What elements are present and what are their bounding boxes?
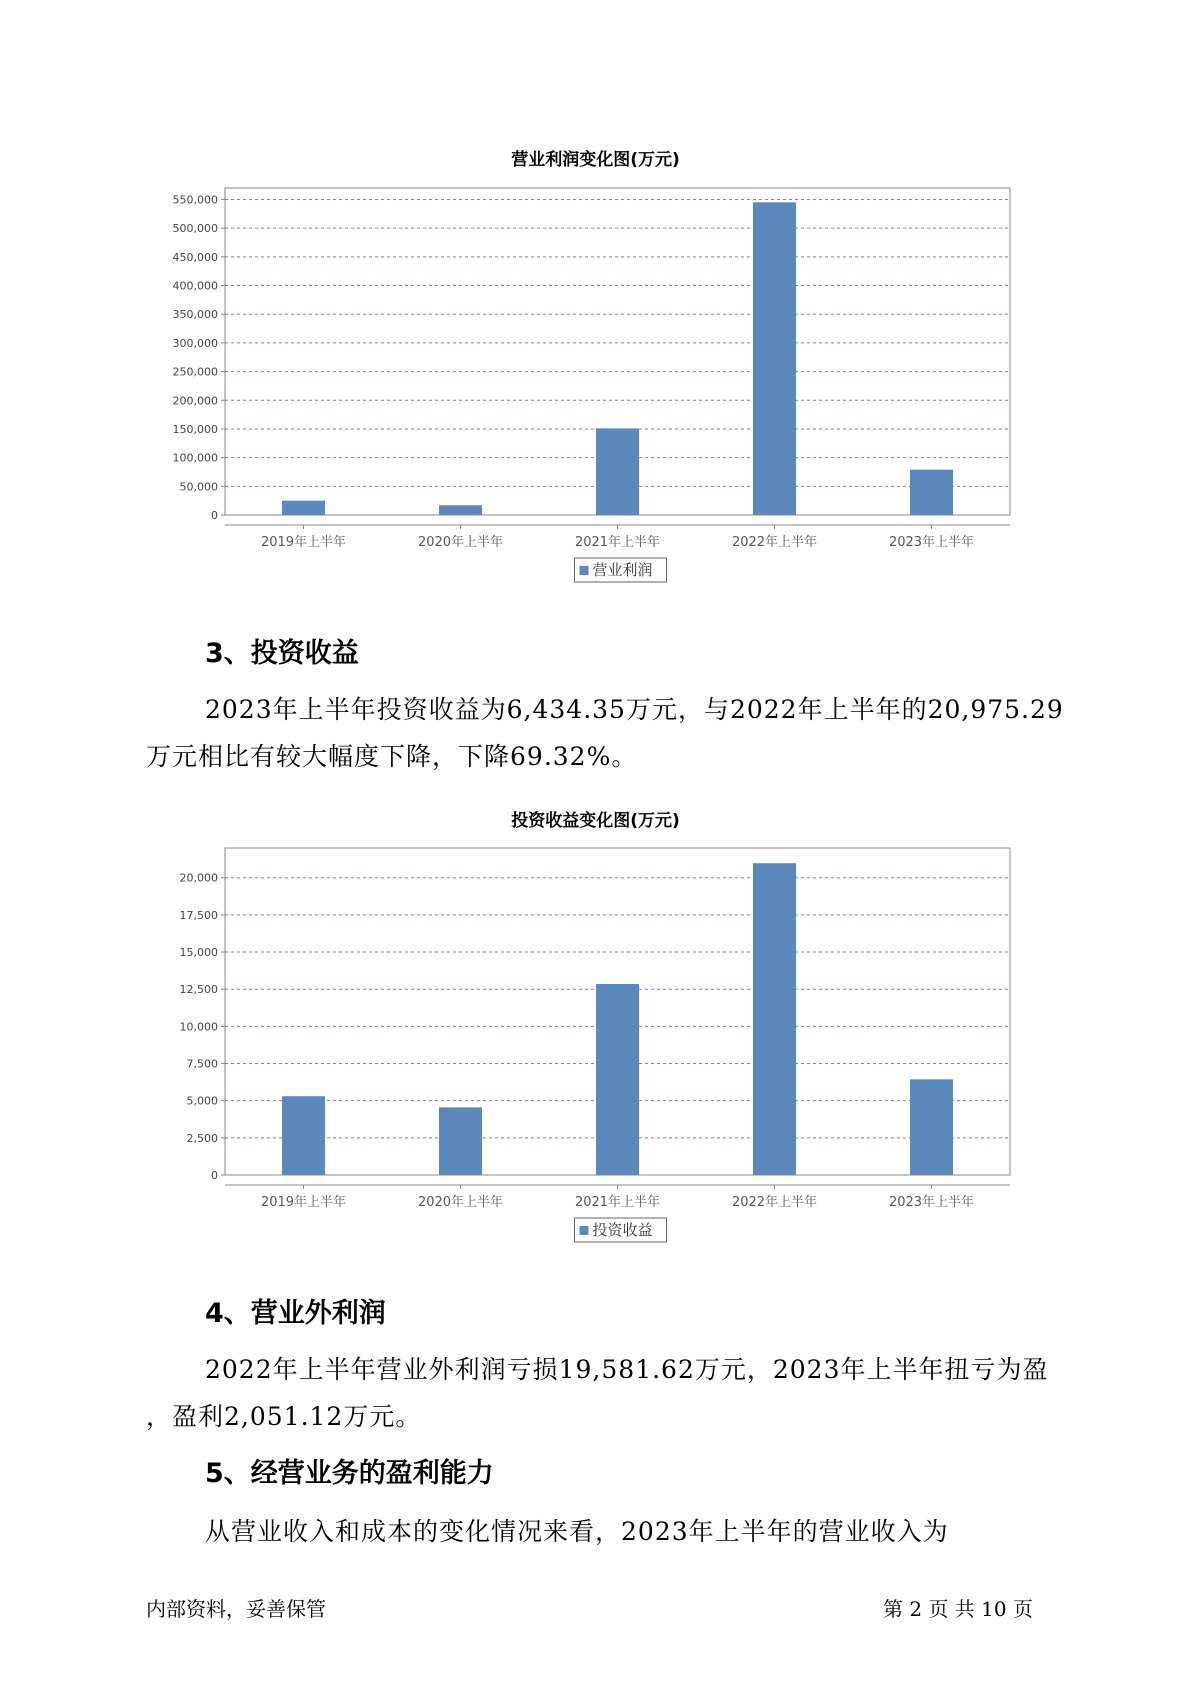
y-tick-label: 20,000 <box>179 871 218 885</box>
x-tick-label: 2022年上半年 <box>731 1195 818 1210</box>
y-tick-label: 12,500 <box>179 983 218 997</box>
x-tick-label: 2023年上半年 <box>888 1195 975 1210</box>
x-tick-label: 2023年上半年 <box>888 535 975 550</box>
y-tick-label: 2,500 <box>186 1131 218 1145</box>
footer-page-number: 第 2 页 共 10 页 <box>883 1597 1033 1621</box>
y-tick-label: 7,500 <box>186 1057 218 1071</box>
section-4-para-line1: 2022年上半年营业外利润亏损19,581.62万元，2023年上半年扭亏为盈 <box>205 1355 1049 1384</box>
chart-title-operating-profit: 营业利润变化图(万元) <box>511 150 680 170</box>
y-tick-label: 500,000 <box>172 222 218 236</box>
x-tick-label: 2021年上半年 <box>574 535 661 550</box>
x-tick-label: 2021年上半年 <box>574 1195 661 1210</box>
y-tick-label: 0 <box>211 509 218 522</box>
x-tick-label: 2019年上半年 <box>260 1195 347 1210</box>
y-tick-label: 400,000 <box>172 279 218 293</box>
y-tick-label: 50,000 <box>179 480 218 494</box>
bar <box>910 470 953 515</box>
bar <box>753 863 796 1175</box>
y-tick-label: 300,000 <box>172 336 218 350</box>
investment-income-chart <box>0 840 1191 1250</box>
section-4-heading: 4、营业外利润 <box>205 1298 386 1329</box>
legend-label: 投资收益 <box>592 1221 653 1239</box>
legend-label: 营业利润 <box>592 561 653 579</box>
y-tick-label: 17,500 <box>179 908 218 922</box>
section-5-para-line1: 从营业收入和成本的变化情况来看，2023年上半年的营业收入为 <box>205 1517 949 1546</box>
section-5-heading: 5、经营业务的盈利能力 <box>205 1458 494 1489</box>
x-tick-label: 2019年上半年 <box>260 535 347 550</box>
x-tick-label: 2020年上半年 <box>417 1195 504 1210</box>
x-tick-label: 2020年上半年 <box>417 535 504 550</box>
y-tick-label: 450,000 <box>172 250 218 264</box>
legend-swatch <box>580 1226 589 1235</box>
bar <box>910 1079 953 1175</box>
y-tick-label: 5,000 <box>186 1094 218 1108</box>
y-tick-label: 0 <box>211 1169 218 1182</box>
operating-profit-chart <box>0 180 1191 590</box>
y-tick-label: 550,000 <box>172 193 218 207</box>
bar <box>282 1096 325 1175</box>
bar <box>439 505 482 515</box>
y-tick-label: 10,000 <box>179 1020 218 1034</box>
y-tick-label: 100,000 <box>172 451 218 465</box>
y-tick-label: 250,000 <box>172 365 218 379</box>
y-tick-label: 200,000 <box>172 394 218 408</box>
bar <box>596 984 639 1175</box>
legend-swatch <box>580 566 589 575</box>
bar <box>596 428 639 515</box>
bar <box>282 501 325 515</box>
y-tick-label: 150,000 <box>172 422 218 436</box>
chart-title-investment-income: 投资收益变化图(万元) <box>511 811 680 831</box>
footer-confidential: 内部资料，妥善保管 <box>146 1597 326 1621</box>
x-tick-label: 2022年上半年 <box>731 535 818 550</box>
section-3-heading: 3、投资收益 <box>205 638 359 669</box>
section-4-para-line2: ，盈利2,051.12万元。 <box>146 1402 422 1431</box>
section-3-para-line2: 万元相比有较大幅度下降，下降69.32%。 <box>146 742 638 771</box>
bar <box>753 202 796 515</box>
bar <box>439 1107 482 1175</box>
section-3-para-line1: 2023年上半年投资收益为6,434.35万元，与2022年上半年的20,975.29 <box>205 695 1064 724</box>
y-tick-label: 15,000 <box>179 946 218 960</box>
y-tick-label: 350,000 <box>172 308 218 322</box>
